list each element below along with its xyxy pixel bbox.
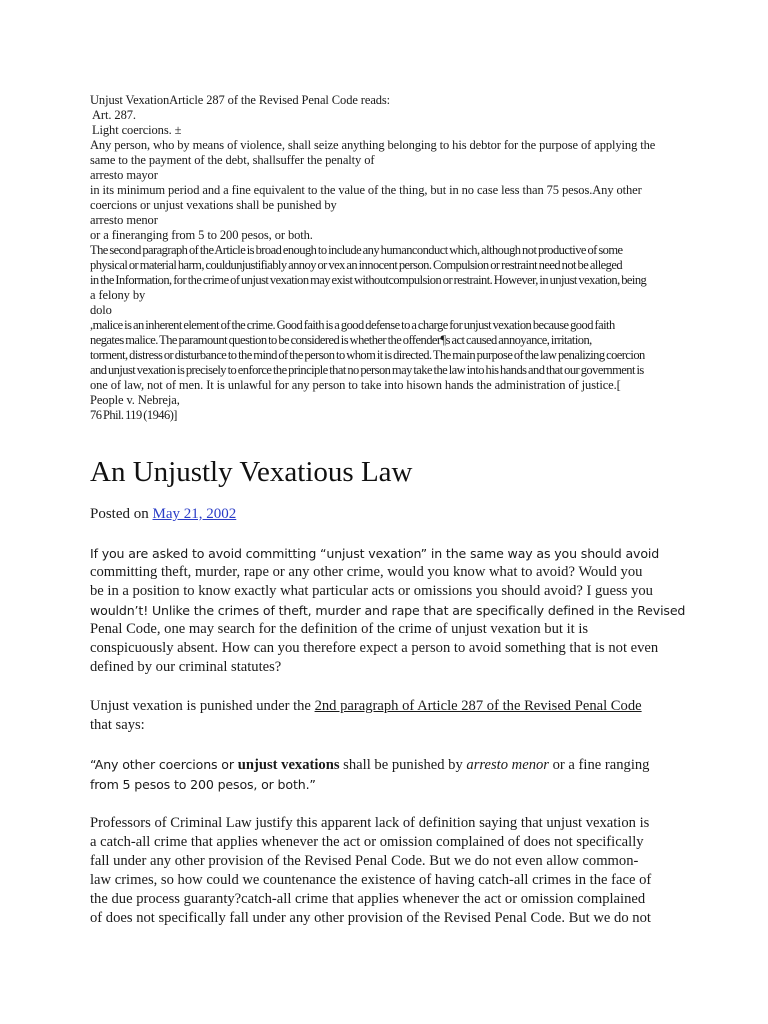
excerpt-line: and unjust vexation is precisely to enforce the principle that no person may take the law into his hands and that our government is [90, 363, 644, 377]
excerpt-line: Any person, who by means of violence, shall seize anything belonging to his debtor for the purpose of applying the [90, 138, 656, 152]
quote-bold-text: unjust vexations [237, 757, 340, 773]
quote-text: or a fine ranging [548, 757, 650, 773]
paragraph-line: be in a position to know exactly what particular acts or omissions you should avoid? I guess you [90, 583, 653, 599]
paragraph-line: If you are asked to avoid committing “unjust vexation” in the same way as you should avoid [90, 546, 660, 561]
excerpt-line: arresto mayor [90, 168, 158, 182]
quote-line [90, 755, 680, 775]
excerpt-line: Unjust VexationArticle 287 of the Revised Penal Code reads: [90, 93, 391, 107]
excerpt-line: Light coercions. ± [92, 123, 182, 137]
excerpt-line: ,malice is an inherent element of the crime. Good faith is a good defense to a charge for unjust vexation because good faith [90, 318, 615, 332]
post-meta [90, 504, 680, 524]
post-date-link[interactable]: May 21, 2002 [152, 506, 237, 522]
excerpt-line: Art. 287. [92, 108, 136, 122]
excerpt-line: People v. Nebreja, [90, 393, 180, 407]
paragraph-line: Professors of Criminal Law justify this apparent lack of definition saying that unjust vexation is [90, 815, 650, 831]
paragraph-line: a catch-all crime that applies whenever the act or omission complained of does not specifically [90, 834, 644, 850]
paragraph-line: that says: [90, 717, 145, 733]
excerpt-line: coercions or unjust vexations shall be punished by [90, 198, 337, 212]
excerpt-line: in the Information, for the crime of unjust vexation may exist withoutcompulsion or restraint. However, in unjust vexation, being [90, 273, 647, 287]
excerpt-line: negates malice. The paramount question to be considered is whether the offender¶s act caused annoyance, irritation, [90, 333, 592, 347]
paragraph-line: defined by our criminal statutes? [90, 659, 282, 675]
excerpt-line: physical or material harm, couldunjustifiably annoy or vex an innocent person. Compulsion or restraint need not be alleged [90, 258, 623, 272]
quote-italic-text: arresto menor [466, 757, 549, 773]
statute-link[interactable]: 2nd paragraph of Article 287 of the Revised Penal Code [314, 698, 642, 714]
paragraph-line: wouldn’t! Unlike the crimes of theft, murder and rape that are specifically defined in the Revised [90, 603, 686, 618]
statute-intro-text: Unjust vexation is punished under the [90, 698, 315, 714]
quote-text: “Any other coercions or [90, 757, 238, 772]
excerpt-line: arresto menor [90, 213, 158, 227]
paragraph-critique [90, 814, 680, 928]
paragraph-line: Penal Code, one may search for the definition of the crime of unjust vexation but it is [90, 621, 589, 637]
quote-line: from 5 pesos to 200 pesos, or both.” [90, 777, 316, 792]
blog-article [90, 452, 686, 928]
excerpt-line: dolo [90, 303, 112, 317]
excerpt-line: a felony by [90, 288, 146, 302]
paragraph-statute-ref [90, 697, 680, 735]
excerpt-line: torment, distress or disturbance to the mind of the person to whom it is directed. The main purpose of the law penalizing coercion [90, 348, 645, 362]
paragraph-line: fall under any other provision of the Revised Penal Code. But we do not even allow common- [90, 853, 639, 869]
paragraph-intro [90, 544, 686, 677]
paragraph-line: committing theft, murder, rape or any other crime, would you know what to avoid? Would you [90, 564, 643, 580]
quote-text: shall be punished by [339, 757, 467, 773]
posted-label: Posted on [90, 506, 149, 522]
excerpt-line: one of law, not of men. It is unlawful for any person to take into hisown hands the administration of justice.[ [90, 378, 621, 392]
excerpt-line: in its minimum period and a fine equivalent to the value of the thing, but in no case less than 75 pesos.Any other [90, 183, 642, 197]
paragraph-line: of does not specifically fall under any other provision of the Revised Penal Code. But we do not [90, 910, 651, 926]
blockquote-statute [90, 755, 680, 794]
excerpt-line: or a fineranging from 5 to 200 pesos, or both. [90, 228, 313, 242]
excerpt-line: 76 Phil. 119 (1946)] [90, 408, 177, 422]
paragraph-line: conspicuously absent. How can you therefore expect a person to avoid something that is not even [90, 640, 659, 656]
excerpt-line: The second paragraph of the Article is broad enough to include any humanconduct which, although not productive of some [90, 243, 623, 257]
paragraph-line [90, 697, 680, 716]
law-excerpt [90, 93, 680, 423]
article-title: An Unjustly Vexatious Law [90, 456, 413, 488]
paragraph-line: the due process guaranty?catch-all crime that applies whenever the act or omission complained [90, 891, 646, 907]
excerpt-line: same to the payment of the debt, shallsuffer the penalty of [90, 153, 375, 167]
paragraph-line: law crimes, so how could we countenance the existence of having catch-all crimes in the face of [90, 872, 652, 888]
